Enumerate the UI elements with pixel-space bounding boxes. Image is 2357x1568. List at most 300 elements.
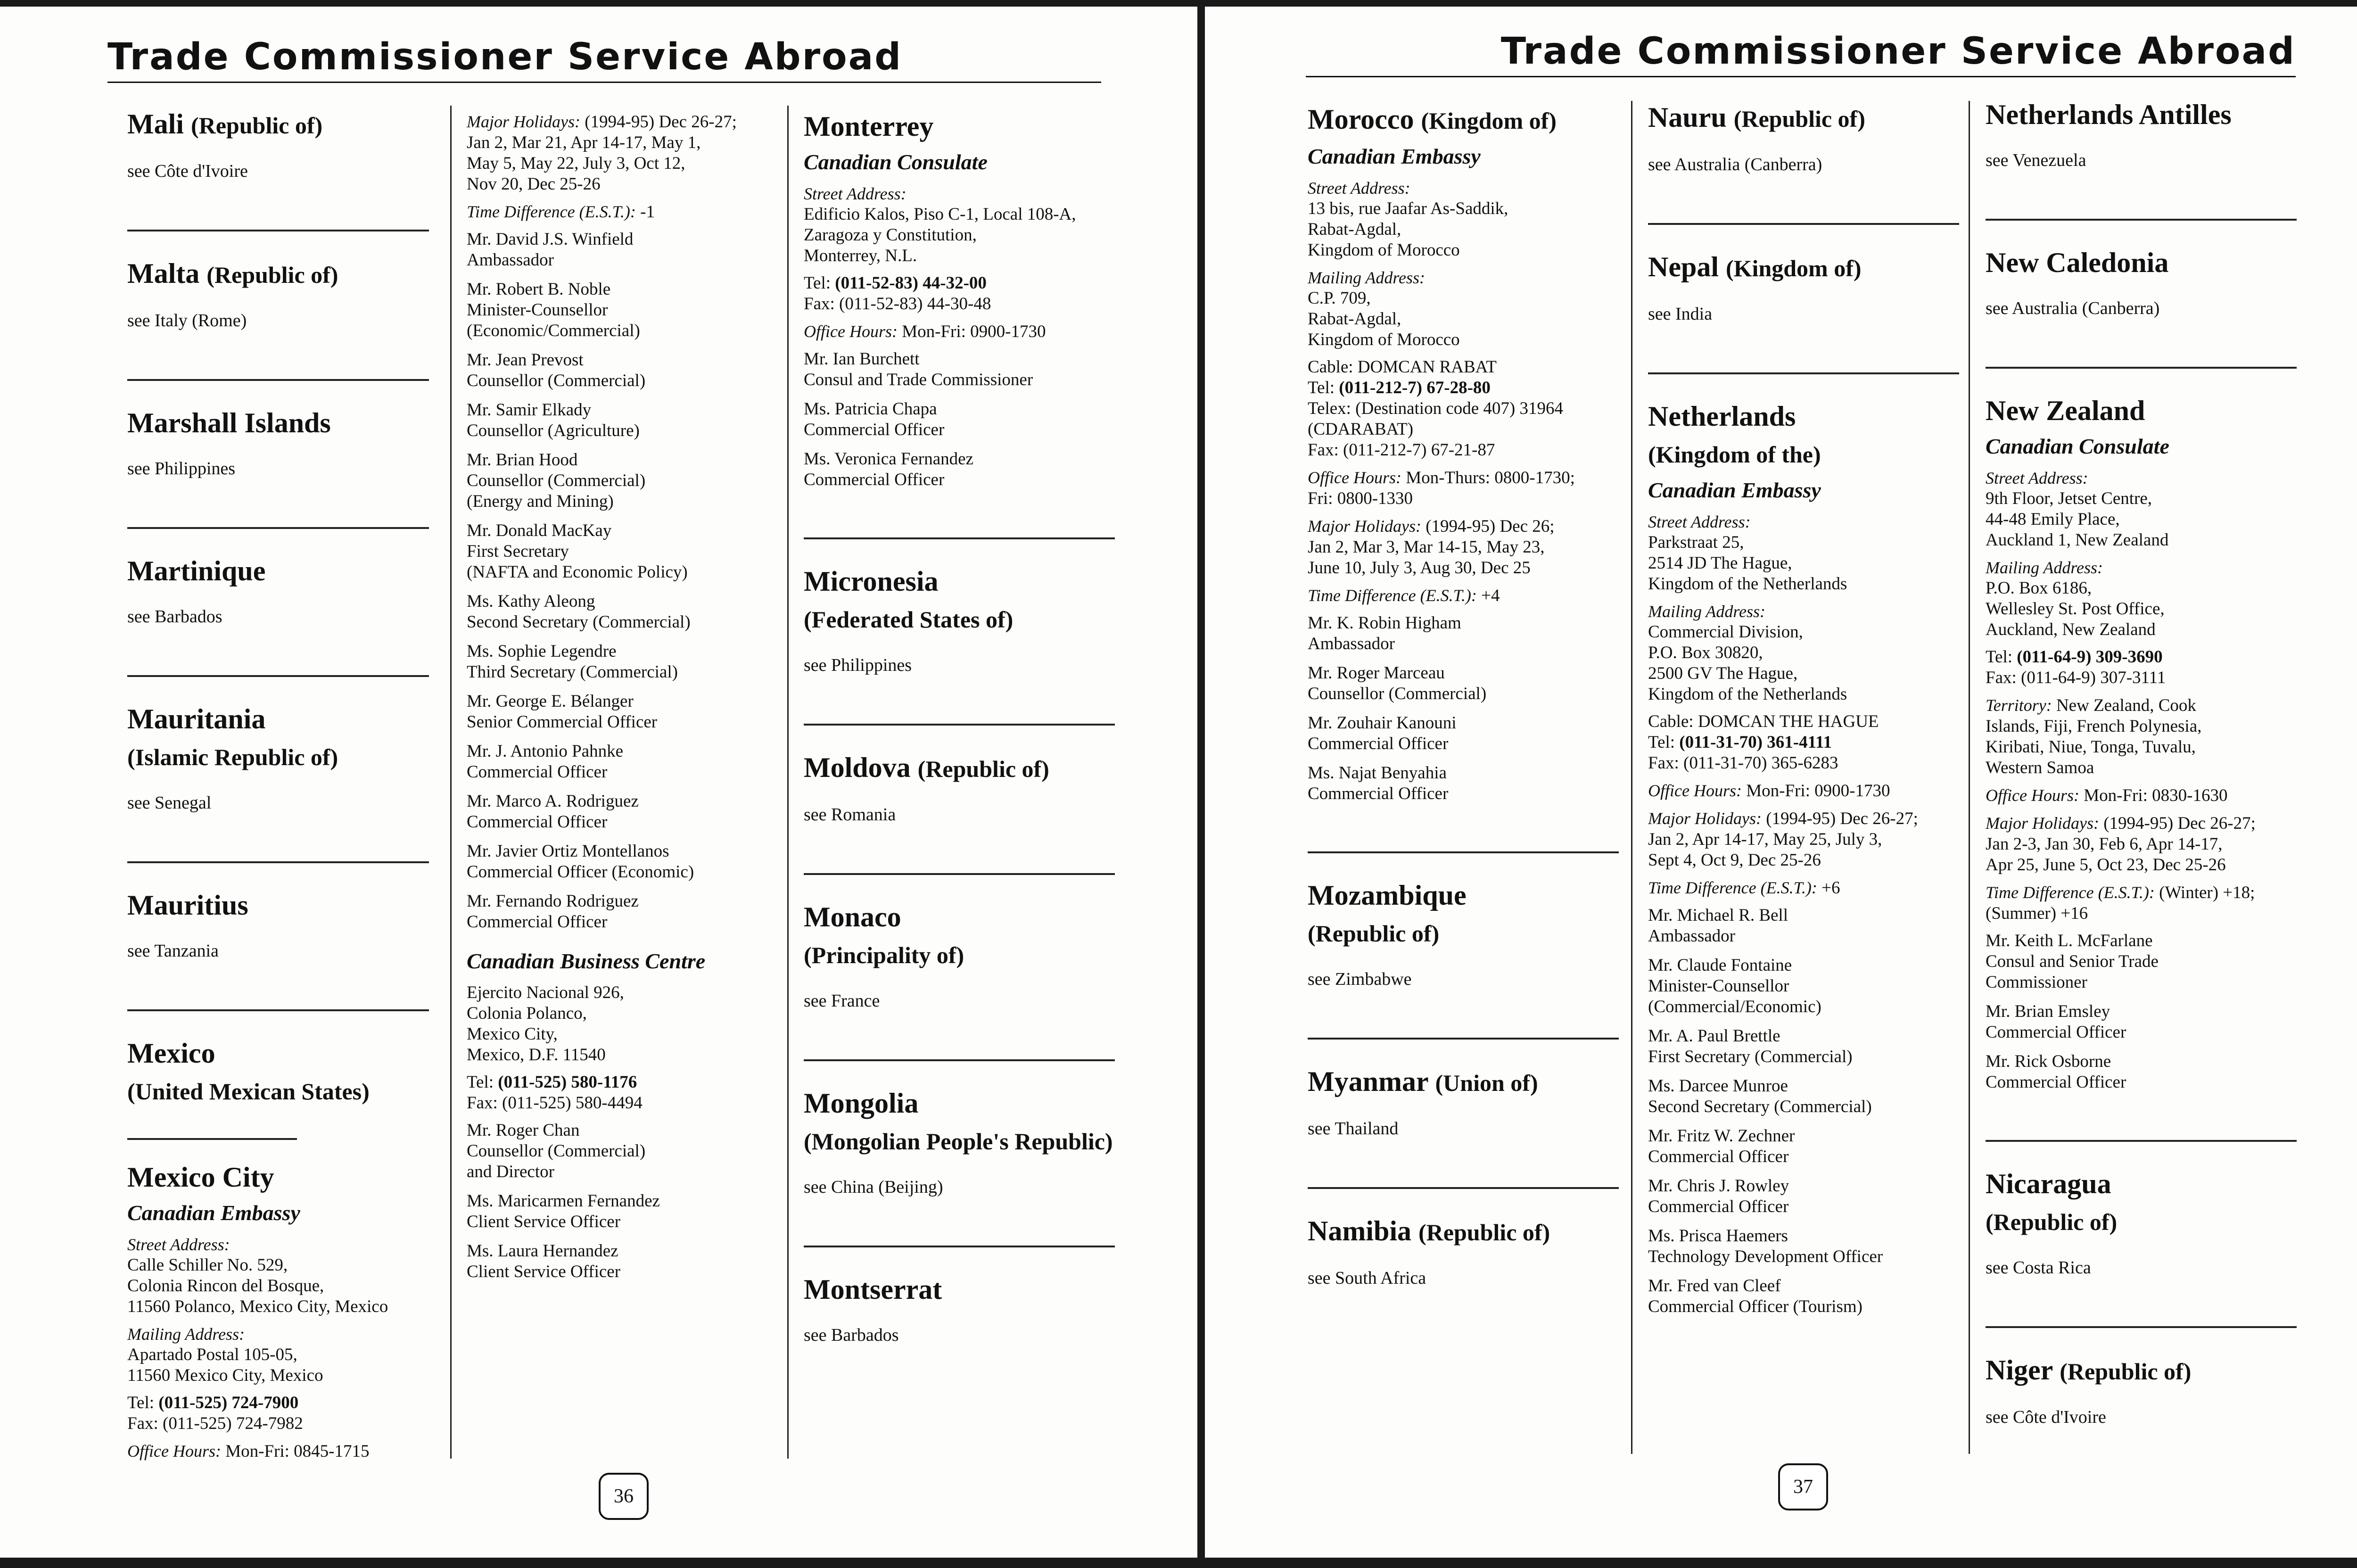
country-name: New Zealand [1986,395,2145,426]
staff-contact [467,1120,768,1182]
staff-contact [467,841,768,883]
mailing-address-line: Auckland, New Zealand [1986,620,2156,639]
office-name: Canadian Consulate [804,150,988,174]
staff-title: Commercial Officer [804,420,945,439]
left-column-3 [804,108,1115,1346]
staff-contact [1648,1026,1959,1067]
staff-name: Mr. Javier Ortiz Montellanos [467,842,669,861]
time-difference-value: +6 [1821,878,1840,898]
office-hours-line [1308,467,1619,488]
street-address-line: Edificio Kalos, Piso C-1, Local 108-A, [804,205,1076,224]
staff-title: Commercial Officer [467,912,608,932]
staff-name: Ms. Sophie Legendre [467,642,617,661]
section-divider [127,1009,429,1011]
staff-name: Mr. J. Antonio Pahnke [467,742,623,761]
country-name [1986,1165,2297,1240]
cross-reference: see Barbados [804,1325,899,1345]
staff-contact [467,279,768,341]
country-name [804,563,1115,638]
left-column-2 [467,111,768,1291]
major-holidays-label: Major Holidays: [1986,814,2099,833]
cross-reference: see Tanzania [127,941,219,961]
staff-contact [1308,713,1619,754]
staff-name: Mr. Claude Fontaine [1648,956,1792,975]
section-divider [127,675,429,677]
street-address-line: 13 bis, rue Jaafar As-Saddik, [1308,199,1508,218]
staff-title: Commercial Officer [467,812,608,832]
office-hours-label: Office Hours: [1308,468,1401,487]
fax: Fax: (011-31-70) 365-6283 [1648,753,1838,773]
country-label: Marshall Islands [127,407,331,438]
major-holidays-line: Apr 25, June 5, Oct 23, Dec 25-26 [1986,855,2226,875]
section-divider [127,230,429,231]
territory-value: New Zealand, Cook [2056,696,2196,715]
staff-title: Commercial Officer (Tourism) [1648,1297,1863,1316]
country-label: Montserrat [804,1274,942,1305]
office-hours [1648,780,1959,801]
major-holidays [1308,516,1619,578]
country-qualifier: (Principality of) [804,942,964,968]
telephone-label: Tel: [804,273,831,293]
country-qualifier: (Republic of) [1733,106,1865,132]
street-address-line: Parkstraat 25, [1648,533,1744,552]
country-entry [1986,1352,2297,1428]
staff-name: Ms. Veronica Fernandez [804,449,973,469]
country-name [1986,96,2297,133]
time-difference [1648,877,1959,899]
cross-reference: see France [804,991,880,1011]
cross-reference: see Zimbabwe [1308,969,1412,989]
time-difference-label: Time Difference (E.S.T.): [1308,586,1477,605]
mailing-address-label: Mailing Address: [1986,558,2103,577]
staff-title: Minister-Counsellor [1648,976,1789,996]
major-holidays-line: Sept 4, Oct 9, Dec 25-26 [1648,850,1821,870]
territory-line: Islands, Fiji, French Polynesia, [1986,717,2202,736]
column-divider [1969,101,1970,1454]
country-name [127,255,429,293]
telephone-number: (011-52-83) 44-32-00 [835,273,987,293]
staff-title: Client Service Officer [467,1212,621,1231]
staff-name: Mr. Fernando Rodriguez [467,891,639,911]
street-address-line: Colonia Rincon del Bosque, [127,1276,324,1296]
staff-name: Mr. Donald MacKay [467,521,612,540]
country-qualifier: (Kingdom of the) [1648,441,1821,468]
staff-title: Counsellor (Agriculture) [467,421,640,440]
staff-contact [1986,1001,2297,1043]
country-entry [1308,877,1619,990]
country-name [127,887,429,924]
staff-contact [467,400,768,441]
mailing-address-line: 11560 Mexico City, Mexico [127,1366,323,1385]
street-address-line: Colonia Polanco, [467,1004,587,1023]
section-divider [804,537,1115,539]
fax: Fax: (011-52-83) 44-30-48 [804,294,991,314]
staff-title: Ambassador [1648,926,1735,946]
major-holidays-line [467,111,768,132]
staff-name: Mr. K. Robin Higham [1308,613,1461,633]
country-entry [1308,1213,1619,1289]
staff-title: Second Secretary (Commercial) [1648,1097,1872,1116]
country-label: Mozambique [1308,880,1467,911]
staff-contact [1648,1176,1959,1217]
country-label: Malta [127,258,200,289]
mailing-address-label: Mailing Address: [127,1325,245,1344]
cross-reference: see India [1648,304,1713,324]
staff-name: Mr. Fritz W. Zechner [1648,1126,1795,1146]
cross-reference: see Barbados [127,607,223,627]
office-name: Canadian Embassy [1648,478,1821,502]
staff-title: (Energy and Mining) [467,492,614,511]
staff-contact [467,450,768,512]
country-qualifier: (United Mexican States) [127,1078,370,1105]
major-holidays-value: (1994-95) Dec 26-27; [585,112,737,132]
staff-title: Commercial Officer [804,470,945,489]
time-difference-value: +4 [1481,586,1500,605]
country-label: Namibia [1308,1215,1412,1246]
country-label: Nepal [1648,251,1719,282]
country-qualifier: (Republic of) [1418,1219,1550,1246]
cable: Cable: DOMCAN THE HAGUE [1648,712,1879,731]
staff-title: Counsellor (Commercial) [1308,684,1487,703]
staff-contact [1986,931,2297,993]
staff-name: Ms. Laura Hernandez [467,1241,618,1261]
staff-name: Mr. A. Paul Brettle [1648,1026,1780,1046]
mailing-address-line: Apartado Postal 105-05, [127,1345,297,1364]
time-difference-line [1986,882,2297,903]
country-entry [804,899,1115,1012]
staff-contact [1308,663,1619,704]
staff-contact [467,1241,768,1282]
major-holidays-line: Jan 2, Mar 21, Apr 14-17, May 1, [467,133,701,152]
staff-name: Mr. Jean Prevost [467,350,584,370]
telephone-label: Tel: [1648,733,1675,752]
country-name [1648,99,1959,137]
street-address-line: 11560 Polanco, Mexico City, Mexico [127,1297,388,1316]
office-hours [127,1441,429,1462]
staff-title: Commercial Officer [1648,1147,1789,1166]
cross-reference: see Thailand [1308,1119,1399,1139]
major-holidays [1986,813,2297,875]
section-divider [1986,219,2297,221]
mailing-address-line: Kingdom of the Netherlands [1648,685,1847,704]
header-rule [107,82,1101,83]
street-address-line: Zaragoza y Constitution, [804,225,977,245]
country-entry [127,106,429,182]
office-hours [804,321,1115,342]
office-hours [1308,467,1619,509]
country-entry [127,255,429,332]
cross-reference: see China (Beijing) [804,1177,943,1197]
staff-contact [1648,1276,1959,1317]
column-divider [1631,101,1632,1454]
street-address-line: 9th Floor, Jetset Centre, [1986,489,2152,508]
street-address [804,183,1115,266]
street-address-label: Street Address: [1648,512,1751,531]
section-divider [127,861,429,863]
major-holidays [467,111,768,195]
staff-contact [467,791,768,833]
fax: Fax: (011-525) 580-4494 [467,1093,643,1113]
office-name: Canadian Business Centre [467,949,706,973]
country-name [1308,101,1619,139]
staff-name: Mr. Samir Elkady [467,400,592,420]
time-difference [1986,882,2297,924]
major-holidays-label: Major Holidays: [1308,517,1421,536]
country-qualifier: (Union of) [1435,1070,1538,1096]
section-divider [804,873,1115,875]
street-address-line: 44-48 Emily Place, [1986,510,2120,529]
street-address [1308,178,1619,261]
country-label: Martinique [127,555,266,586]
staff-contact [467,1191,768,1232]
street-address-line: Kingdom of Morocco [1308,240,1460,260]
street-address-line: Ejercito Nacional 926, [467,983,624,1002]
major-holidays-value: (1994-95) Dec 26; [1426,517,1555,536]
staff-contact [1648,1226,1959,1267]
country-entry [1648,99,1959,176]
column-divider [787,106,789,1459]
major-holidays-label: Major Holidays: [467,112,580,131]
cross-reference: see Australia (Canberra) [1648,155,1822,174]
right-column-3 [1986,96,2297,1428]
telex: Telex: (Destination code 407) 31964 [1308,399,1563,418]
country-label: Mexico [127,1038,215,1069]
cross-reference: see Philippines [127,459,236,479]
cross-reference: see Costa Rica [1986,1258,2091,1278]
staff-name: Mr. Zouhair Kanouni [1308,713,1457,733]
country-label: Niger [1986,1354,2053,1386]
staff-contact [467,229,768,271]
major-holidays-value: (1994-95) Dec 26-27; [1766,809,1918,828]
country-qualifier: (Republic of) [1308,920,1440,947]
country-entry [804,1085,1115,1198]
street-address-line: 2514 JD The Hague, [1648,553,1792,573]
street-address-line: Monterrey, N.L. [804,246,917,265]
city-name: Monterrey [804,111,934,142]
country-name [1986,244,2297,281]
country-qualifier: (Mongolian People's Republic) [804,1128,1113,1155]
staff-name: Mr. Brian Hood [467,450,578,470]
staff-title: and Director [467,1162,554,1181]
street-address-label: Street Address: [1986,469,2088,487]
country-label: New Caledonia [1986,247,2169,278]
office-hours-label: Office Hours: [127,1442,221,1461]
section-divider [1308,851,1619,853]
country-label: Morocco [1308,104,1414,135]
section-divider [1986,1140,2297,1142]
country-entry [127,553,429,628]
section-divider [804,1246,1115,1247]
country-name [1986,1352,2297,1390]
staff-contact [467,350,768,391]
staff-name: Mr. Roger Marceau [1308,663,1445,683]
page-number: 37 [1778,1463,1828,1510]
staff-title: Counsellor (Commercial) [467,371,646,390]
street-address-label: Street Address: [127,1235,230,1254]
staff-contact [467,691,768,733]
office-hours [1986,785,2297,806]
telephone-number: (011-64-9) 309-3690 [2017,647,2163,667]
section-divider [804,724,1115,726]
left-page [0,7,1197,1558]
country-label: Moldova [804,752,911,783]
staff-name: Mr. George E. Bélanger [467,692,634,711]
telephone [1986,647,2297,668]
staff-name: Mr. Robert B. Noble [467,280,611,299]
staff-name: Mr. Brian Emsley [1986,1002,2110,1021]
country-entry [127,701,429,814]
country-label: Mauritius [127,890,248,921]
section-divider [1308,1187,1619,1189]
office-hours-value: Mon-Fri: 0900-1730 [902,322,1046,341]
staff-name: Ms. Patricia Chapa [804,399,937,419]
territory-line: Kiribati, Niue, Tonga, Tuvalu, [1986,737,2196,757]
staff-name: Ms. Prisca Haemers [1648,1226,1788,1246]
fax: Fax: (011-64-9) 307-3111 [1986,668,2166,687]
right-column-1 [1308,101,1619,1289]
office-name: Canadian Consulate [1986,434,2169,458]
staff-contact [804,399,1115,440]
mailing-address-line: 2500 GV The Hague, [1648,664,1798,683]
staff-title: First Secretary (Commercial) [1648,1047,1853,1066]
staff-title: Consul and Senior Trade [1986,952,2159,971]
staff-title: Counsellor (Commercial) [467,1141,646,1161]
country-name [1648,248,1959,287]
section-divider [1648,372,1959,374]
country-name [804,1085,1115,1160]
country-entry [1986,1165,2297,1279]
time-difference-label: Time Difference (E.S.T.): [1986,883,2155,902]
staff-name: Mr. Fred van Cleef [1648,1276,1781,1296]
street-address-label: Street Address: [804,184,907,203]
telex: (CDARABAT) [1308,420,1414,439]
major-holidays-line [1308,516,1619,537]
country-entry [127,404,429,480]
country-label: Mauritania [127,703,266,734]
country-name [1308,1063,1619,1101]
left-column-1 [127,106,429,1462]
mailing-address [1648,601,1959,705]
office-hours-value: Mon-Fri: 0830-1630 [2084,786,2228,805]
staff-title: (NAFTA and Economic Policy) [467,562,688,582]
staff-contact [1648,955,1959,1017]
telephone-label: Tel: [1986,647,2012,667]
telephone-number: (011-525) 580-1176 [498,1073,637,1092]
street-address-line: Kingdom of the Netherlands [1648,574,1847,594]
mailing-address-line: Commercial Division, [1648,622,1803,642]
country-entry [804,563,1115,677]
staff-title: Commercial Officer (Economic) [467,862,694,882]
country-qualifier: (Kingdom of) [1726,255,1862,281]
city-name: Mexico City [127,1162,274,1193]
page-header [107,36,1101,83]
major-holidays-line [1648,808,1959,829]
staff-title: (Commercial/Economic) [1648,997,1821,1016]
telephone-number: (011-525) 724-7900 [158,1393,299,1412]
staff-contact [1648,1126,1959,1167]
section-divider [1986,1326,2297,1328]
country-qualifier: (Republic of) [917,756,1049,782]
header-title: Trade Commissioner Service Abroad [1500,30,2296,73]
country-label: Nicaragua [1986,1168,2111,1199]
country-qualifier: (Federated States of) [804,606,1014,633]
section-divider [127,527,429,529]
territory-line: Western Samoa [1986,758,2094,777]
street-address [1648,512,1959,594]
major-holidays-line: Jan 2, Mar 3, Mar 14-15, May 23, [1308,537,1545,557]
staff-title: Commercial Officer [1986,1073,2126,1092]
telephone [467,1072,768,1093]
time-difference-label: Time Difference (E.S.T.): [1648,878,1817,897]
office-name: Canadian Embassy [1308,144,1481,168]
staff-contact [467,641,768,683]
staff-title: Commissioner [1986,973,2087,992]
time-difference-line: (Summer) +16 [1986,904,2088,923]
staff-title: Minister-Counsellor [467,300,608,320]
country-name [1308,877,1619,952]
section-divider [1308,1038,1619,1040]
time-difference-value: -1 [640,202,655,222]
header-title: Trade Commissioner Service Abroad [107,36,903,78]
mailing-address-line: Wellesley St. Post Office, [1986,599,2165,619]
country-name [804,899,1115,974]
country-qualifier: (Republic of) [206,262,338,288]
mailing-address [1986,557,2297,640]
time-difference-label: Time Difference (E.S.T.): [467,202,636,221]
country-name [127,553,429,589]
staff-name: Mr. Ian Burchett [804,349,920,369]
major-holidays [1648,808,1959,871]
section-divider [804,1059,1115,1061]
country-entry [804,1271,1115,1346]
staff-name: Mr. Michael R. Bell [1648,906,1788,925]
mailing-address-line: Rabat-Agdal, [1308,309,1401,329]
country-entry [1648,248,1959,325]
cross-reference: see Romania [804,805,896,825]
staff-contact [1308,613,1619,654]
country-label: Mongolia [804,1088,919,1119]
section-divider [127,379,429,381]
staff-contact [804,349,1115,390]
country-label: Monaco [804,901,901,933]
staff-title: Commercial Officer [1308,734,1449,753]
staff-title: (Economic/Commercial) [467,321,640,340]
country-entry [1308,1063,1619,1140]
country-entry [1986,244,2297,320]
telephone-number: (011-31-70) 361-4111 [1679,733,1832,752]
cross-reference: see Italy (Rome) [127,311,247,330]
street-address-line: Mexico City, [467,1024,558,1044]
street-address-line: Rabat-Agdal, [1308,220,1401,239]
telephone-number: (011-212-7) 67-28-80 [1339,378,1491,397]
cross-reference: see Senegal [127,793,212,813]
staff-name: Mr. Roger Chan [467,1121,580,1140]
section-divider [127,1138,297,1140]
section-divider [1648,223,1959,225]
mailing-address-line: Kingdom of Morocco [1308,330,1460,349]
territory-line [1986,695,2297,716]
major-holidays-line: May 5, May 22, July 3, Oct 12, [467,154,685,173]
telephone-label: Tel: [467,1073,494,1092]
staff-name: Ms. Najat Benyahia [1308,763,1447,783]
office-name: Canadian Embassy [127,1201,300,1225]
telephone [1648,732,1959,753]
fax: Fax: (011-525) 724-7982 [127,1414,303,1433]
street-address-line: Calle Schiller No. 529, [127,1255,288,1275]
cross-reference: see Australia (Canberra) [1986,298,2160,318]
office-hours-value: Mon-Fri: 0845-1715 [225,1442,370,1461]
staff-title: Commercial Officer [1648,1197,1789,1216]
